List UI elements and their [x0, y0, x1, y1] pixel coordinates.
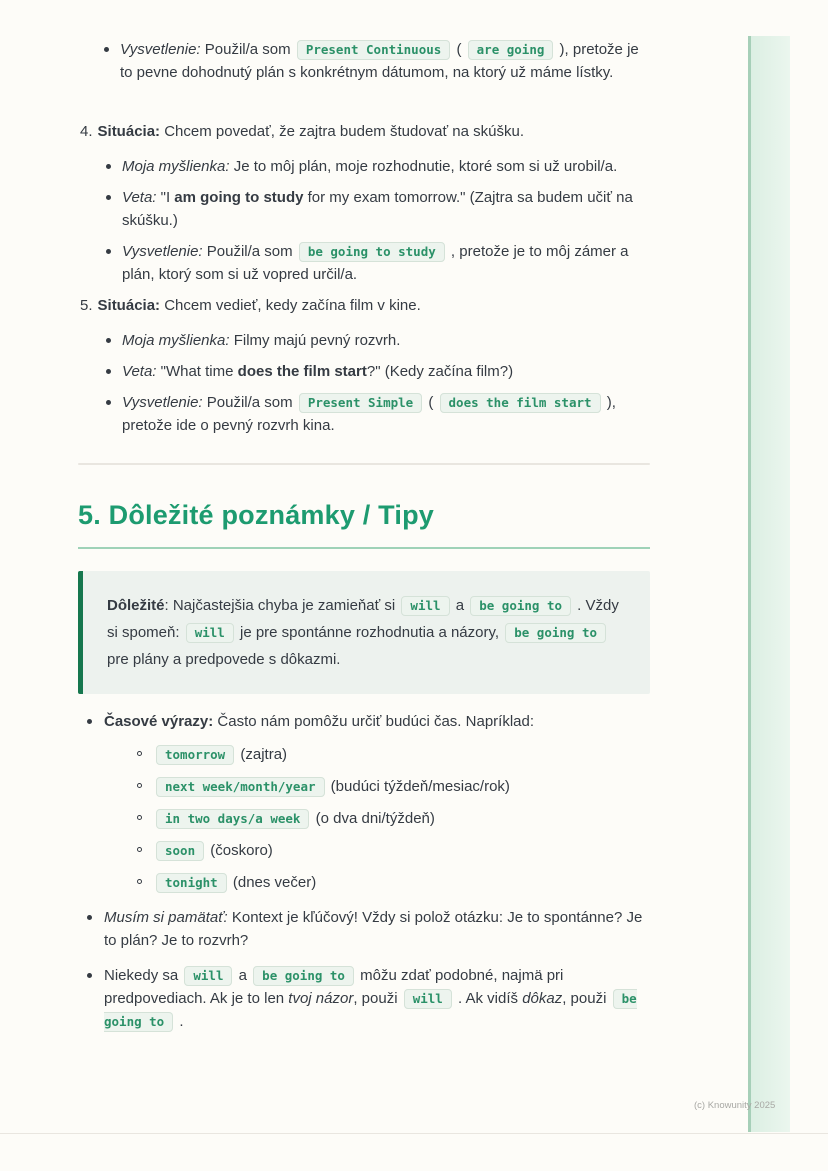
inline-code-badge: tomorrow [156, 745, 234, 765]
bullet-text [154, 743, 650, 766]
bullet-text [122, 391, 650, 437]
inline-code-badge: be going to study [299, 242, 445, 262]
nested-list [104, 743, 650, 894]
inline-code-badge: be going to [253, 966, 354, 986]
inline-code-badge: be going to [104, 989, 637, 1032]
text-segment-normal: môžu zdať podobné, najmä pri predpovediach. Ak je to len [104, 967, 564, 1007]
text-segment-bold: does the film start [237, 363, 367, 380]
bullet-text [154, 839, 650, 862]
numbered-situation-list [78, 120, 650, 437]
bullet-item [78, 38, 650, 84]
text-segment-bold: Situácia: [97, 123, 161, 140]
text-segment-normal: (o dva dni/týždeň) [311, 810, 435, 827]
numbered-item-text [80, 120, 650, 143]
bullet-item [104, 839, 650, 862]
text-segment-bold: Časové výrazy: [104, 713, 214, 730]
text-segment-normal: , použi [353, 990, 402, 1007]
text-segment-normal: ), pretože ide o pevný rozvrh kina. [122, 394, 616, 434]
bullet-text [104, 964, 650, 1033]
text-segment-normal: Filmy majú pevný rozvrh. [229, 332, 401, 349]
bullet-item [78, 906, 650, 952]
bullet-marker [137, 783, 142, 788]
text-segment-normal: pre plány a predpovede s dôkazmi. [107, 651, 341, 668]
section-divider [78, 463, 650, 465]
inline-code-badge: are going [468, 40, 554, 60]
text-segment-normal: je pre spontánne rozhodnutia a názory, [235, 624, 504, 641]
bullet-marker [106, 400, 111, 405]
bullet-text [120, 38, 650, 84]
page-edge-strip [748, 36, 790, 1132]
sub-bullet-list [80, 155, 650, 286]
bullet-marker [137, 879, 142, 884]
inline-code-badge: next week/month/year [156, 777, 325, 797]
bullet-marker [106, 338, 111, 343]
text-segment-italic: Musím si pamätať: [104, 909, 228, 926]
item-text [98, 123, 524, 140]
inline-code-badge: tonight [156, 873, 227, 893]
bullet-marker [137, 847, 142, 852]
text-segment-italic: Vysvetlenie: [122, 394, 203, 411]
text-segment-normal: Je to môj plán, moje rozhodnutie, ktoré som si už urobil/a. [229, 158, 618, 175]
bullet-item [78, 964, 650, 1033]
bullet-item [104, 743, 650, 766]
text-segment-normal: ( [452, 41, 466, 58]
important-callout [78, 571, 650, 694]
bullet-marker [106, 249, 111, 254]
inline-code-badge: soon [156, 841, 204, 861]
sub-bullet-list [80, 329, 650, 437]
text-segment-normal: ), pretože je to pevne dohodnutý plán s konkrétnym dátumom, na ktorý už máme lístky. [120, 41, 639, 81]
section-heading: 5. Dôležité poznámky / Tipy [78, 498, 650, 549]
bullet-item [80, 240, 650, 286]
text-segment-normal: Použil/a som [202, 394, 297, 411]
bullet-marker [104, 47, 109, 52]
text-segment-normal: Použil/a som [202, 243, 297, 260]
callout-text [107, 592, 626, 673]
text-segment-italic: Moja myšlienka: [122, 158, 230, 175]
watermark: (c) Knowunity 2025 [694, 1100, 776, 1111]
bullet-text [154, 871, 650, 894]
text-segment-normal: "I [156, 189, 175, 206]
bullet-text [122, 329, 650, 352]
bullet-item [80, 186, 650, 232]
inline-code-badge: be going to [505, 623, 606, 643]
list-number: 4. [80, 123, 93, 140]
text-segment-normal: (budúci týždeň/mesiac/rok) [326, 778, 510, 795]
inline-code-badge: Present Simple [299, 393, 422, 413]
bullet-marker [106, 164, 111, 169]
text-segment-normal: Niekedy sa [104, 967, 183, 984]
text-segment-normal: , pretože je to môj zámer a plán, ktorý som si už vopred určil/a. [122, 243, 629, 283]
bullet-marker [137, 815, 142, 820]
inline-code-badge: will [186, 623, 234, 643]
inline-code-badge: will [404, 989, 452, 1009]
text-segment-italic: dôkaz [522, 990, 563, 1007]
inline-code-badge: in two days/a week [156, 809, 309, 829]
inline-code-badge: does the film start [440, 393, 601, 413]
text-segment-normal: Kontext je kľúčový! Vždy si polož otázku: Je to spontánne? Je to plán? Je to rozvrh? [104, 909, 643, 949]
bullet-item [104, 871, 650, 894]
text-segment-normal: a [234, 967, 252, 984]
text-segment-normal: , použi [562, 990, 611, 1007]
bullet-item [78, 710, 650, 894]
bullet-text [104, 906, 650, 952]
bullet-item [80, 155, 650, 178]
text-segment-italic: Moja myšlienka: [122, 332, 230, 349]
bullet-text [154, 807, 650, 830]
text-segment-normal: . Vždy si spomeň: [107, 597, 619, 641]
inline-code-badge: be going to [470, 596, 571, 616]
text-segment-normal: for my exam tomorrow." (Zajtra sa budem učiť na skúšku.) [122, 189, 633, 229]
text-segment-normal: a [451, 597, 469, 614]
text-segment-bold: Situácia: [97, 297, 161, 314]
text-segment-italic: Vysvetlenie: [120, 41, 201, 58]
bullet-text [122, 155, 650, 178]
text-segment-normal: Použil/a som [200, 41, 295, 58]
text-segment-bold: am going to study [174, 189, 304, 206]
inline-code-badge: will [184, 966, 232, 986]
list-number: 5. [80, 297, 93, 314]
bullet-item [104, 775, 650, 798]
bullet-marker [137, 751, 142, 756]
bullet-item [104, 807, 650, 830]
text-segment-italic: Vysvetlenie: [122, 243, 203, 260]
bullet-marker [106, 195, 111, 200]
item-text [98, 297, 421, 314]
text-segment-normal: . Ak vidíš [453, 990, 523, 1007]
text-segment-italic: tvoj názor [288, 990, 354, 1007]
bullet-marker [87, 973, 92, 978]
tips-list [78, 710, 650, 1033]
inline-code-badge: will [401, 596, 449, 616]
bullet-item [80, 360, 650, 383]
bullet-marker [87, 719, 92, 724]
bullet-text [122, 240, 650, 286]
bullet-text [104, 710, 650, 733]
text-segment-normal: : Najčastejšia chyba je zamieňať si [164, 597, 400, 614]
page-bottom-edge [0, 1133, 828, 1134]
bullet-marker [106, 369, 111, 374]
bullet-marker [87, 915, 92, 920]
bullet-text [122, 360, 650, 383]
text-segment-normal: (zajtra) [236, 746, 288, 763]
bullet-text [122, 186, 650, 232]
text-segment-normal: (čoskoro) [206, 842, 273, 859]
document-content [78, 38, 650, 1045]
text-segment-normal: "What time [156, 363, 238, 380]
text-segment-normal: ?" (Kedy začína film?) [366, 363, 514, 380]
text-segment-italic: Veta: [122, 189, 157, 206]
text-segment-bold: Dôležité [107, 597, 165, 614]
text-segment-normal: Chcem vedieť, kedy začína film v kine. [160, 297, 421, 314]
inline-code-badge: Present Continuous [297, 40, 450, 60]
bullet-item [80, 329, 650, 352]
bullet-text [154, 775, 650, 798]
bullet-item [80, 391, 650, 437]
numbered-item-text [80, 294, 650, 317]
intro-bullet-list [78, 38, 650, 84]
text-segment-normal: ( [424, 394, 438, 411]
text-segment-italic: Veta: [122, 363, 157, 380]
text-segment-normal: Chcem povedať, že zajtra budem študovať na skúšku. [160, 123, 524, 140]
numbered-item [78, 120, 650, 286]
text-segment-normal: . [175, 1013, 184, 1030]
text-segment-normal: Často nám pomôžu určiť budúci čas. Napríklad: [213, 713, 535, 730]
numbered-item [78, 294, 650, 437]
text-segment-normal: (dnes večer) [228, 874, 317, 891]
